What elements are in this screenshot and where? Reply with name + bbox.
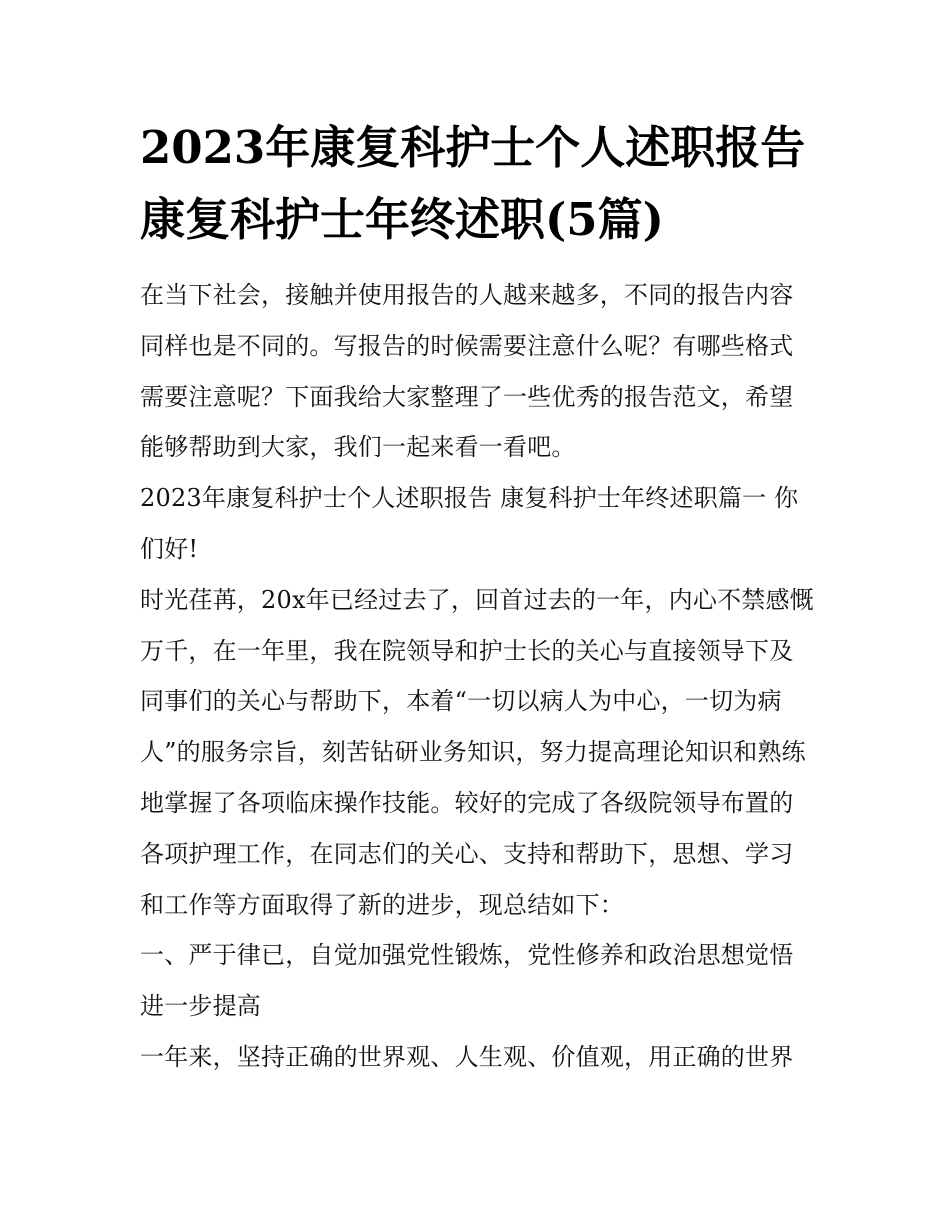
body-paragraph: 时光荏苒，20x年已经过去了，回首过去的一年，内心不禁感慨万千，在一年里，我在院领导和护士长的关心与直接领导下及同事们的关心与帮助下，本着“一切以病人为中心，一切为病人”的服务宗旨，刻苦钻研业务知识，努力提高理论知识和熟练地掌握了各项临床操作技能。较好的完成了各级院领导布置的各项护理工作，在同志们的关心、支持和帮助下，思想、学习和工作等方面取得了新的进步，现总结如下： — [140, 585, 814, 919]
document-title: 2023年康复科护士个人述职报告 康复科护士年终述职(5篇) — [140, 121, 806, 246]
document-body — [140, 112, 815, 1083]
intro-paragraph: 在当下社会，接触并使用报告的人越来越多，不同的报告内容同样也是不同的。写报告的时候需要注意什么呢？有哪些格式需要注意呢？下面我给大家整理了一些优秀的报告范文，希望能够帮助到大家，我们一起来看一看吧。 — [140, 281, 794, 462]
body-paragraph-continued: 一年来，坚持正确的世界观、人生观、价值观，用正确的世界 — [140, 1042, 794, 1071]
subheading-paragraph: 一、严于律已，自觉加强党性锻炼，党性修养和政治思想觉悟进一步提高 — [140, 941, 794, 1021]
section-heading-paragraph: 2023年康复科护士个人述职报告 康复科护士年终述职篇一 你们好! — [140, 484, 799, 563]
